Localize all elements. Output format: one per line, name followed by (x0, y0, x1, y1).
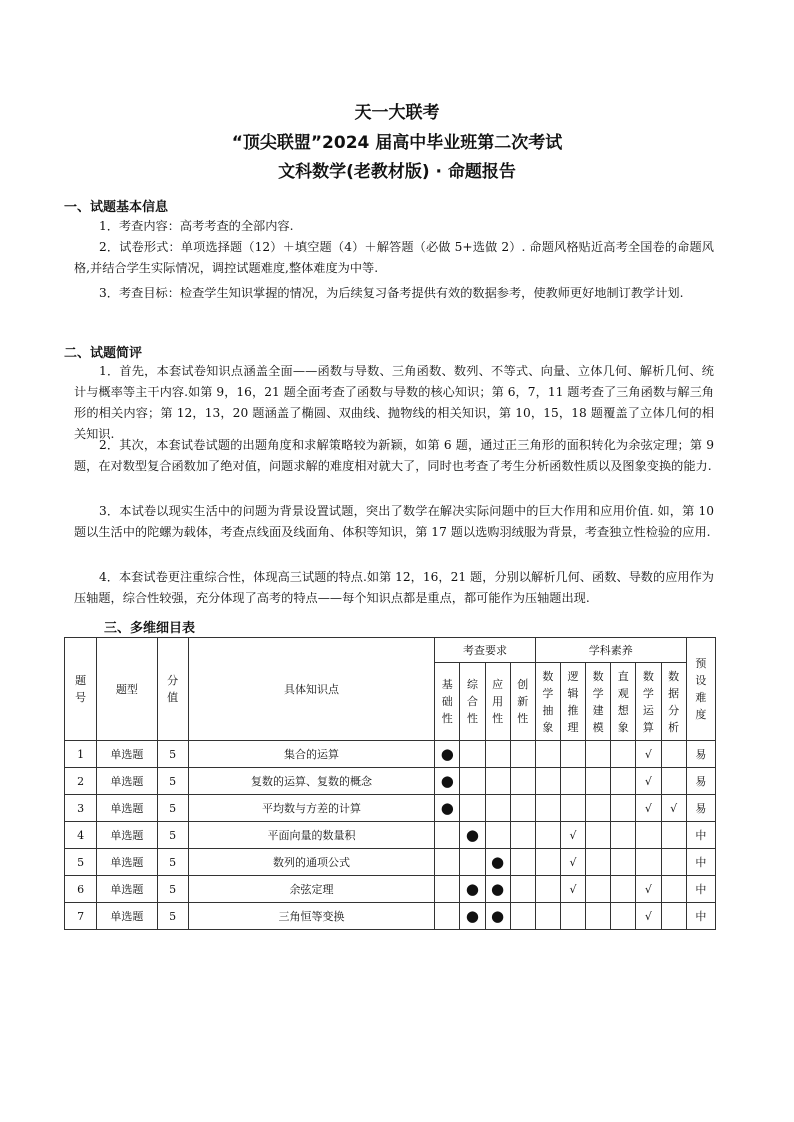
question-type: 单选题 (97, 768, 157, 795)
review-para-1: 1．首先，本套试卷知识点涵盖全面——函数与导数、三角函数、数列、不等式、向量、立体几何、解析几何、统计与概率等主干内容.如第 9，16，21 题全面考查了函数与导数的核心知识；第 6，7，11 题考查了三角函数与解三角形的相关内容；第 12，13，20 题涵盖了椭圆、双曲线、抛物线的相关知识，第 10，15，18 题覆盖了立体几何的相关知识. (74, 364, 714, 441)
header-lit-data-analysis: 数据分析 (661, 663, 686, 741)
literacy-cell (636, 876, 661, 903)
requirement-cell (485, 822, 510, 849)
literacy-check: √ (670, 801, 678, 815)
requirement-marker: ● (440, 798, 454, 817)
basic-info-goal: 3．考查目标：检查学生知识掌握的情况，为后续复习备考提供有效的数据参考，使教师更好地制订教学计划. (99, 286, 684, 300)
multi-dimension-table (64, 637, 716, 930)
header-req-comprehensive: 综合性 (460, 663, 485, 741)
literacy-cell (611, 768, 636, 795)
header-group-literacy: 学科素养 (535, 638, 686, 663)
basic-info-format: 2．试卷形式：单项选择题（12）＋填空题（4）＋解答题（必做 5+选做 2）. 命题风格贴近高考全国卷的命题风格,并结合学生实际情况，调控试题难度,整体难度为中等. (74, 240, 714, 275)
requirement-cell (460, 903, 485, 930)
table-row (65, 795, 716, 822)
literacy-cell (611, 876, 636, 903)
header-question-number: 题号 (65, 638, 97, 741)
literacy-cell (636, 822, 661, 849)
requirement-cell (435, 768, 460, 795)
difficulty-level: 易 (686, 795, 715, 822)
literacy-cell (586, 903, 611, 930)
requirement-cell (435, 822, 460, 849)
header-knowledge-point: 具体知识点 (188, 638, 435, 741)
question-type: 单选题 (97, 849, 157, 876)
report-title-exam: “顶尖联盟”2024 届高中毕业班第二次考试 (231, 133, 563, 153)
knowledge-point: 数列的通项公式 (188, 849, 435, 876)
requirement-cell (435, 903, 460, 930)
requirement-cell (460, 741, 485, 768)
literacy-cell (535, 849, 560, 876)
question-number: 4 (65, 822, 97, 849)
requirement-cell (485, 876, 510, 903)
literacy-cell (560, 903, 585, 930)
header-question-type: 题型 (97, 638, 157, 741)
literacy-cell (611, 741, 636, 768)
knowledge-point: 三角恒等变换 (188, 903, 435, 930)
requirement-cell (510, 741, 535, 768)
literacy-check: √ (569, 828, 577, 842)
requirement-marker: ● (465, 906, 479, 925)
knowledge-point: 集合的运算 (188, 741, 435, 768)
requirement-cell (435, 741, 460, 768)
requirement-cell (510, 876, 535, 903)
header-group-requirements: 考查要求 (435, 638, 536, 663)
table-row (65, 741, 716, 768)
literacy-cell (636, 903, 661, 930)
literacy-cell (661, 741, 686, 768)
requirement-cell (435, 795, 460, 822)
header-req-innovation: 创新性 (510, 663, 535, 741)
question-score: 5 (157, 795, 188, 822)
header-req-application: 应用性 (485, 663, 510, 741)
literacy-check: √ (644, 774, 652, 788)
knowledge-point: 平面向量的数量积 (188, 822, 435, 849)
requirement-cell (460, 849, 485, 876)
requirement-cell (435, 876, 460, 903)
header-lit-computation: 数学运算 (636, 663, 661, 741)
literacy-cell (535, 876, 560, 903)
table-row (65, 849, 716, 876)
difficulty-level: 中 (686, 822, 715, 849)
section-table-heading: 三、多维细目表 (104, 621, 196, 636)
question-score: 5 (157, 849, 188, 876)
literacy-cell (586, 741, 611, 768)
requirement-cell (510, 903, 535, 930)
literacy-cell (661, 768, 686, 795)
question-type: 单选题 (97, 795, 157, 822)
requirement-marker: ● (440, 771, 454, 790)
literacy-cell (535, 741, 560, 768)
knowledge-point: 余弦定理 (188, 876, 435, 903)
literacy-cell (661, 876, 686, 903)
review-para-2: 2．其次，本套试卷试题的出题角度和求解策略较为新颖，如第 6 题，通过正三角形的面积转化为余弦定理；第 9 题，在对数型复合函数加了绝对值，问题求解的难度相对就大了，同时也考查了考生分析函数性质以及图象变换的能力. (74, 438, 714, 473)
report-title-org: 天一大联考 (354, 103, 440, 123)
review-para-4: 4．本套试卷更注重综合性，体现高三试题的特点.如第 12，16，21 题，分别以解析几何、函数、导数的应用作为压轴题，综合性较强，充分体现了高考的特点——每个知识点都是重点，都可能作为压轴题出现. (74, 570, 714, 605)
question-type: 单选题 (97, 741, 157, 768)
requirement-cell (460, 768, 485, 795)
literacy-cell (535, 822, 560, 849)
question-type: 单选题 (97, 903, 157, 930)
requirement-marker: ● (491, 906, 505, 925)
question-type: 单选题 (97, 822, 157, 849)
question-number: 1 (65, 741, 97, 768)
header-lit-modeling: 数学建模 (586, 663, 611, 741)
difficulty-level: 中 (686, 903, 715, 930)
requirement-marker: ● (491, 852, 505, 871)
question-score: 5 (157, 903, 188, 930)
requirement-cell (485, 768, 510, 795)
literacy-cell (560, 822, 585, 849)
knowledge-point: 平均数与方差的计算 (188, 795, 435, 822)
literacy-cell (586, 876, 611, 903)
requirement-cell (460, 822, 485, 849)
report-title-subject: 文科数学(老教材版) · 命题报告 (278, 162, 516, 182)
requirement-cell (510, 768, 535, 795)
literacy-cell (661, 795, 686, 822)
basic-info-content: 1．考查内容：高考考查的全部内容. (99, 219, 294, 233)
table-row (65, 876, 716, 903)
literacy-cell (611, 849, 636, 876)
question-score: 5 (157, 822, 188, 849)
requirement-cell (510, 849, 535, 876)
requirement-marker: ● (465, 879, 479, 898)
literacy-cell (611, 903, 636, 930)
knowledge-point: 复数的运算、复数的概念 (188, 768, 435, 795)
requirement-marker: ● (491, 879, 505, 898)
table-row (65, 768, 716, 795)
requirement-cell (435, 849, 460, 876)
section-review-heading: 二、试题简评 (64, 346, 143, 361)
question-number: 3 (65, 795, 97, 822)
literacy-check: √ (644, 747, 652, 761)
requirement-cell (485, 741, 510, 768)
header-lit-abstraction: 数学抽象 (535, 663, 560, 741)
difficulty-level: 易 (686, 741, 715, 768)
literacy-cell (560, 768, 585, 795)
requirement-marker: ● (440, 744, 454, 763)
literacy-cell (560, 795, 585, 822)
literacy-check: √ (569, 882, 577, 896)
question-score: 5 (157, 741, 188, 768)
requirement-cell (510, 822, 535, 849)
requirement-cell (460, 795, 485, 822)
literacy-cell (661, 849, 686, 876)
literacy-cell (586, 849, 611, 876)
question-number: 7 (65, 903, 97, 930)
header-difficulty: 预设难度 (686, 638, 715, 741)
literacy-cell (535, 795, 560, 822)
literacy-cell (586, 795, 611, 822)
question-score: 5 (157, 876, 188, 903)
literacy-cell (636, 849, 661, 876)
literacy-cell (636, 741, 661, 768)
question-number: 5 (65, 849, 97, 876)
requirement-marker: ● (465, 825, 479, 844)
literacy-cell (535, 768, 560, 795)
literacy-cell (661, 822, 686, 849)
requirement-cell (510, 795, 535, 822)
requirement-cell (485, 903, 510, 930)
literacy-cell (560, 741, 585, 768)
difficulty-level: 中 (686, 849, 715, 876)
requirement-cell (485, 849, 510, 876)
literacy-cell (560, 876, 585, 903)
question-number: 6 (65, 876, 97, 903)
literacy-cell (636, 795, 661, 822)
literacy-cell (611, 822, 636, 849)
literacy-cell (586, 768, 611, 795)
question-score: 5 (157, 768, 188, 795)
question-number: 2 (65, 768, 97, 795)
difficulty-level: 易 (686, 768, 715, 795)
literacy-check: √ (569, 855, 577, 869)
header-lit-reasoning: 逻辑推理 (560, 663, 585, 741)
requirement-cell (485, 795, 510, 822)
header-score: 分值 (157, 638, 188, 741)
literacy-cell (560, 849, 585, 876)
section-basic-info-heading: 一、试题基本信息 (64, 200, 169, 215)
table-row (65, 822, 716, 849)
literacy-cell (586, 822, 611, 849)
literacy-cell (661, 903, 686, 930)
question-type: 单选题 (97, 876, 157, 903)
literacy-check: √ (644, 801, 652, 815)
review-para-3: 3．本试卷以现实生活中的问题为背景设置试题，突出了数学在解决实际问题中的巨大作用和应用价值. 如，第 10 题以生活中的陀螺为载体，考查点线面及线面角、体积等知识，第 17 题以选购羽绒服为背景，考查独立性检验的应用. (74, 504, 714, 539)
literacy-check: √ (644, 909, 652, 923)
table-row (65, 903, 716, 930)
literacy-cell (535, 903, 560, 930)
literacy-check: √ (644, 882, 652, 896)
header-req-basic: 基础性 (435, 663, 460, 741)
literacy-cell (636, 768, 661, 795)
literacy-cell (611, 795, 636, 822)
requirement-cell (460, 876, 485, 903)
header-lit-intuition: 直观想象 (611, 663, 636, 741)
difficulty-level: 中 (686, 876, 715, 903)
